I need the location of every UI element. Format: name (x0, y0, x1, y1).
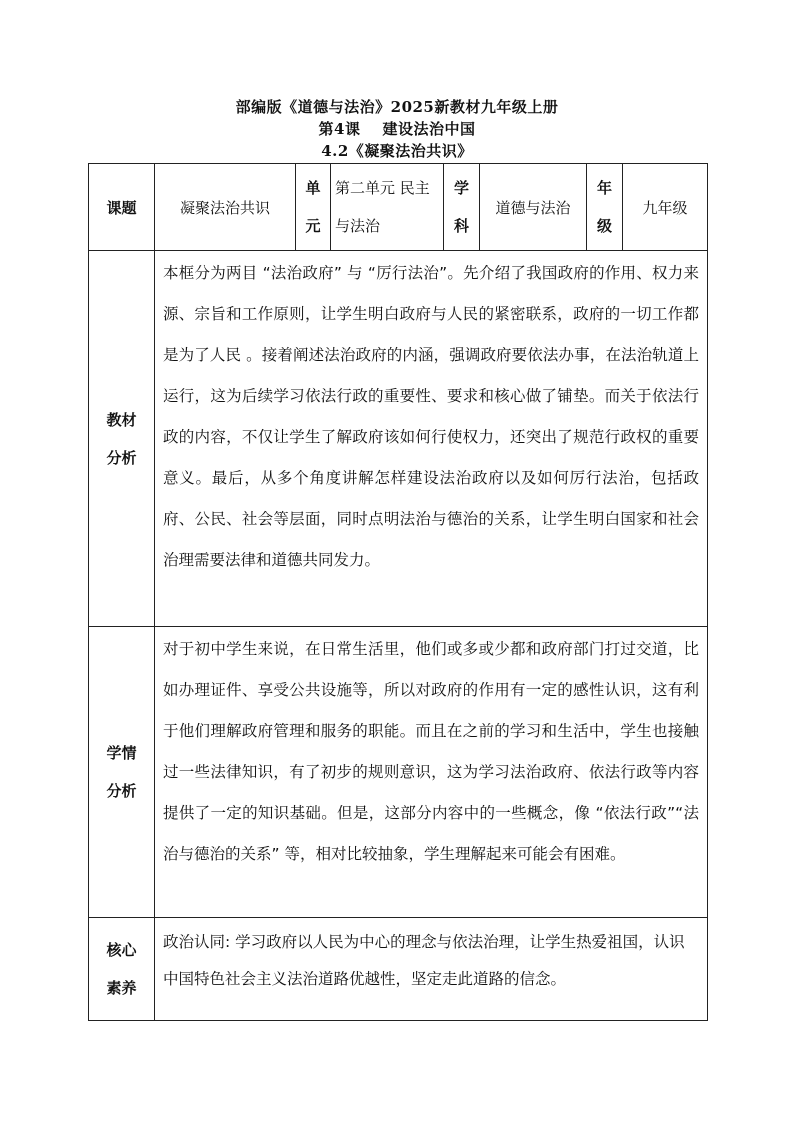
grade-value: 九年级 (623, 164, 708, 251)
core-literacy-row (89, 918, 708, 1021)
grade-label: 年 级 (587, 164, 623, 251)
textbook-analysis-row (89, 251, 708, 627)
student-analysis-row (89, 627, 708, 918)
student-analysis-text: 对于初中学生来说，在日常生活里，他们或多或少都和政府部门打过交道，比如办理证件、享受公共设施等，所以对政府的作用有一定的感性认识，这有利于他们理解政府管理和服务的职能。而且在之前的学习和生活中，学生也接触过一些法律知识，有了初步的规则意识，这为学习法治政府、依法行政等内容提供了一定的知识基础。但是，这部分内容中的一些概念，像 “依法行政”“法治与德治的关系” 等，相对比较抽象，学生理解起来可能会有困难。 (155, 627, 708, 918)
header-row (89, 164, 708, 251)
topic-label: 课题 (89, 164, 155, 251)
unit-value: 第二单元 民主与法治 (331, 164, 444, 251)
lesson-plan-table (88, 163, 708, 1021)
core-literacy-label: 核心 素养 (89, 918, 155, 1021)
document-title: 部编版《道德与法治》2025新教材九年级上册 (235, 98, 559, 116)
textbook-analysis-label: 教材 分析 (89, 251, 155, 627)
document-header (0, 96, 794, 162)
core-literacy-text: 政治认同: 学习政府以人民为中心的理念与依法治理，让学生热爱祖国，认识中国特色社会主义法治道路优越性，坚定走此道路的信念。 (155, 918, 708, 1021)
lesson-heading (0, 118, 794, 140)
section-title: 4.2《凝聚法治共识》 (321, 142, 473, 160)
unit-label: 单 元 (296, 164, 331, 251)
student-analysis-label: 学情 分析 (89, 627, 155, 918)
lesson-number: 第4课 (318, 120, 361, 138)
subject-value: 道德与法治 (480, 164, 587, 251)
topic-value: 凝聚法治共识 (155, 164, 296, 251)
subject-label: 学 科 (444, 164, 480, 251)
textbook-analysis-text: 本框分为两目 “法治政府” 与 “厉行法治”。先介绍了我国政府的作用、权力来源、宗旨和工作原则，让学生明白政府与人民的紧密联系，政府的一切工作都是为了人民 。接着阐述法治政府的内涵，强调政府要依法办事，在法治轨道上运行，这为后续学习依法行政的重要性、要求和核心做了铺垫。而关于依法行政的内容，不仅让学生了解政府该如何行使权力，还突出了规范行政权的重要意义。最后，从多个角度讲解怎样建设法治政府以及如何厉行法治，包括政府、公民、社会等层面，同时点明法治与德治的关系，让学生明白国家和社会治理需要法律和道德共同发力。 (155, 251, 708, 627)
lesson-title: 建设法治中国 (382, 120, 476, 138)
